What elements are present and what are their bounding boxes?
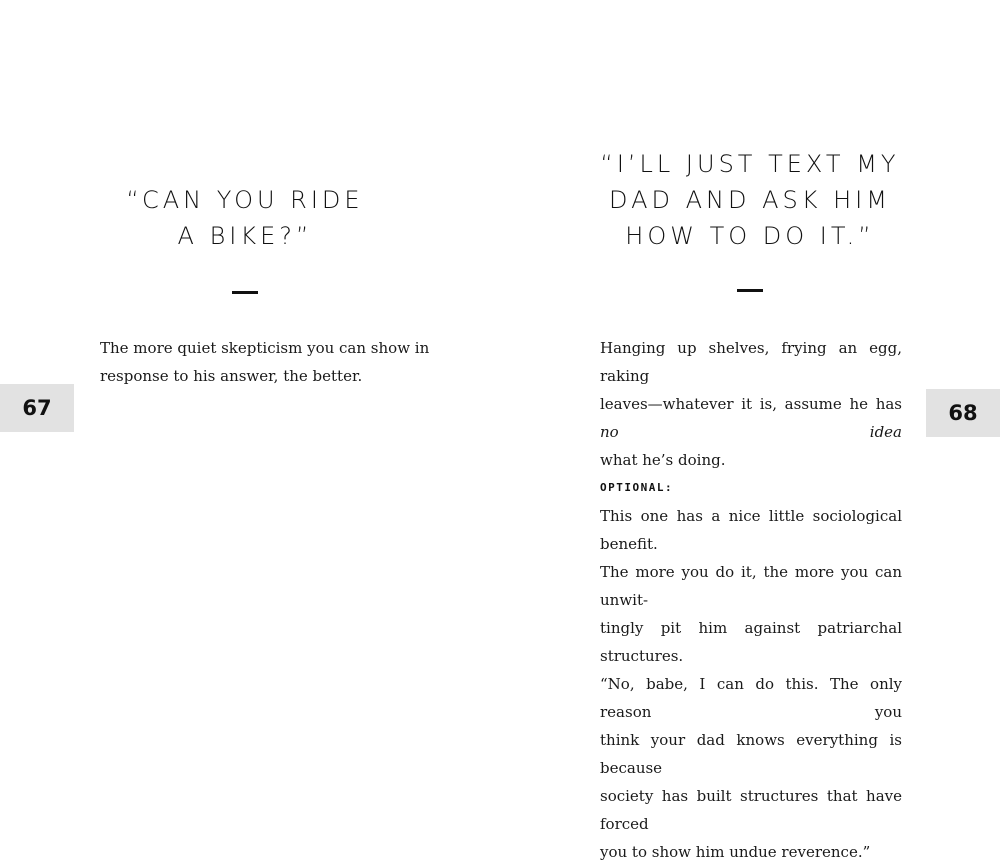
- body-line: what he’s doing.: [600, 451, 726, 469]
- body-text-segment: leaves—whatever it is, assume he has: [600, 395, 902, 413]
- heading-line: “I’LL JUST TEXT MY: [600, 150, 900, 178]
- optional-label: OPTIONAL:: [600, 481, 674, 494]
- body-line: Hanging up shelves, frying an egg, raking: [600, 339, 902, 385]
- body-line: “No, babe, I can do this. The only reason you: [600, 675, 902, 721]
- body-line: The more you do it, the more you can unwit-: [600, 563, 902, 609]
- heading-line: DAD AND ASK HIM: [609, 186, 891, 214]
- left-page-body: [100, 334, 430, 390]
- body-line: tingly pit him against patriarchal structures.: [600, 619, 902, 665]
- heading-line: “CAN YOU RIDE: [126, 186, 364, 214]
- emphasis-text: no idea: [600, 423, 902, 441]
- right-page-body: [600, 334, 902, 866]
- right-page-heading: [500, 146, 1000, 254]
- heading-line: HOW TO DO IT.”: [625, 222, 875, 250]
- page-number-tab-right: [926, 389, 1000, 437]
- page-number: 67: [22, 396, 52, 420]
- heading-divider: [232, 291, 258, 294]
- body-line: This one has a nice little sociological benefit.: [600, 507, 902, 553]
- right-page: [500, 0, 1000, 861]
- body-line: response to his answer, the better.: [100, 367, 363, 385]
- body-line-with-emphasis: [600, 390, 902, 446]
- left-page: [0, 0, 500, 700]
- page-number: 68: [948, 401, 978, 425]
- page-number-tab-left: [0, 384, 74, 432]
- heading-line: A BIKE?”: [177, 222, 313, 250]
- left-page-heading: [0, 182, 500, 254]
- body-line: The more quiet skepticism you can show in: [100, 339, 430, 357]
- heading-divider: [737, 289, 763, 292]
- body-line: society has built structures that have forced: [600, 787, 902, 833]
- body-line: you to show him undue reverence.”: [600, 843, 871, 861]
- body-line: think your dad knows everything is because: [600, 731, 902, 777]
